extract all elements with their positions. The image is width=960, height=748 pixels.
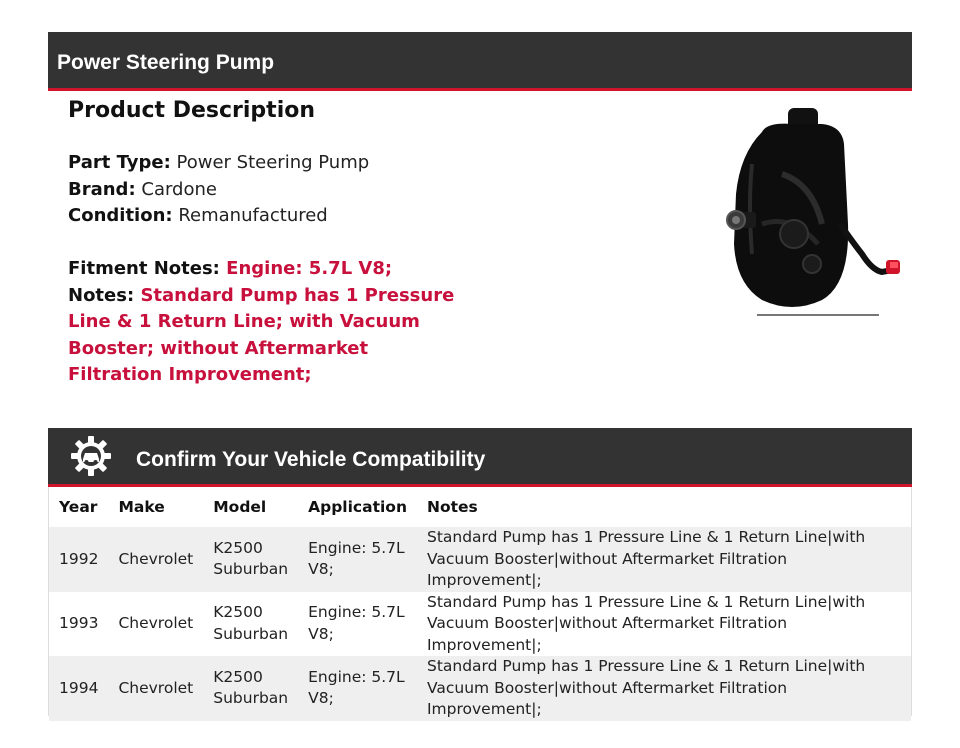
notes-value: Standard Pump has 1 Pressure Line & 1 Return Line; with Vacuum Booster; without Aftermarket Filtration Improvement; bbox=[68, 284, 455, 385]
power-steering-pump-image bbox=[722, 104, 912, 324]
column-header-make: Make bbox=[118, 498, 165, 516]
cell-make: Chevrolet bbox=[108, 527, 203, 592]
notes-label: Notes: bbox=[68, 284, 135, 306]
cell-application: Engine: 5.7L V8; bbox=[298, 592, 417, 657]
cell-year: 1992 bbox=[49, 527, 108, 592]
fitment-value: Engine: 5.7L V8; bbox=[226, 258, 393, 279]
column-header-notes: Notes bbox=[426, 498, 478, 516]
column-header-model: Model bbox=[213, 498, 267, 516]
cell-model: K2500 Suburban bbox=[203, 527, 298, 592]
notes-row bbox=[68, 283, 458, 389]
part-type-value: Power Steering Pump bbox=[176, 152, 370, 173]
table-row bbox=[49, 592, 911, 657]
compatibility-title: Confirm Your Vehicle Compatibility bbox=[136, 448, 486, 471]
product-description-section bbox=[68, 96, 708, 126]
part-type-row bbox=[68, 150, 448, 177]
cell-notes: Standard Pump has 1 Pressure Line & 1 Return Line|with Vacuum Booster|without Aftermarket Filtration Improvement|; bbox=[417, 527, 911, 592]
condition-row bbox=[68, 203, 448, 230]
product-specs bbox=[68, 150, 448, 230]
cell-year: 1994 bbox=[49, 656, 108, 721]
cell-model: K2500 Suburban bbox=[203, 592, 298, 657]
brand-row bbox=[68, 177, 448, 204]
product-title: Power Steering Pump bbox=[57, 51, 275, 74]
condition-label: Condition: bbox=[68, 205, 173, 226]
compatibility-header-bar bbox=[48, 428, 912, 487]
cell-application: Engine: 5.7L V8; bbox=[298, 527, 417, 592]
table-header-row bbox=[49, 487, 911, 527]
table-row bbox=[49, 656, 911, 721]
cell-make: Chevrolet bbox=[108, 656, 203, 721]
table-row bbox=[49, 527, 911, 592]
brand-value: Cardone bbox=[141, 178, 217, 200]
condition-value: Remanufactured bbox=[178, 205, 328, 226]
column-header-application: Application bbox=[308, 498, 407, 516]
cell-notes: Standard Pump has 1 Pressure Line & 1 Return Line|with Vacuum Booster|without Aftermarket Filtration Improvement|; bbox=[417, 656, 911, 721]
column-header-year: Year bbox=[59, 498, 98, 516]
cell-model: K2500 Suburban bbox=[203, 656, 298, 721]
product-title-bar bbox=[48, 32, 912, 91]
cell-make: Chevrolet bbox=[108, 592, 203, 657]
gear-car-icon bbox=[70, 435, 112, 477]
pump-photo-icon bbox=[722, 104, 912, 324]
fitment-notes bbox=[68, 256, 458, 389]
description-heading: Product Description bbox=[68, 98, 316, 123]
fitment-row bbox=[68, 256, 458, 283]
cell-notes: Standard Pump has 1 Pressure Line & 1 Return Line|with Vacuum Booster|without Aftermarket Filtration Improvement|; bbox=[417, 592, 911, 657]
cell-year: 1993 bbox=[49, 592, 108, 657]
brand-label: Brand: bbox=[68, 178, 136, 200]
cell-application: Engine: 5.7L V8; bbox=[298, 656, 417, 721]
part-type-label: Part Type: bbox=[68, 152, 171, 173]
fitment-label: Fitment Notes: bbox=[68, 258, 220, 279]
compatibility-table bbox=[48, 487, 912, 716]
image-disclaimer-text bbox=[757, 314, 879, 316]
